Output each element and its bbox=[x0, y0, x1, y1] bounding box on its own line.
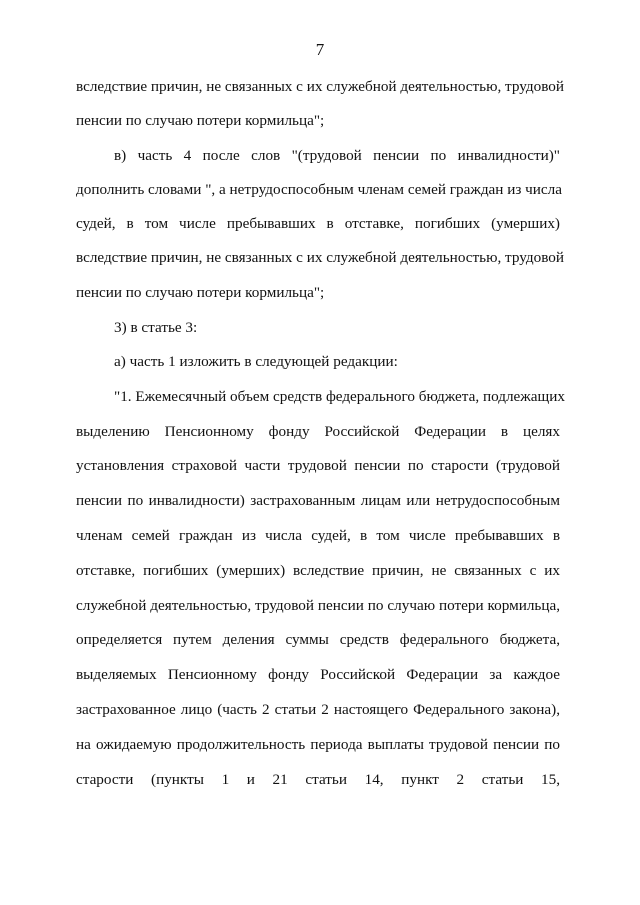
text-line: выделяемых Пенсионному фонду Российской Федерации за каждое bbox=[76, 666, 560, 683]
text-line: застрахованное лицо (часть 2 статьи 2 настоящего Федерального закона), bbox=[76, 701, 560, 718]
text-line: на ожидаемую продолжительность периода выплаты трудовой пенсии по bbox=[76, 736, 560, 753]
text-line: пенсии по случаю потери кормильца"; bbox=[76, 112, 325, 129]
text-line: пенсии по инвалидности) застрахованным лицам или нетрудоспособным bbox=[76, 492, 560, 509]
text-line: выделению Пенсионному фонду Российской Федерации в целях bbox=[76, 423, 560, 440]
text-line: служебной деятельностью, трудовой пенсии по случаю потери кормильца, bbox=[76, 597, 560, 614]
text-line: пенсии по случаю потери кормильца"; bbox=[76, 284, 325, 301]
text-line: "1. Ежемесячный объем средств федерального бюджета, подлежащих bbox=[114, 388, 565, 405]
text-line: определяется путем деления суммы средств федерального бюджета, bbox=[76, 631, 560, 648]
text-line: установления страховой части трудовой пенсии по старости (трудовой bbox=[76, 457, 560, 474]
text-line: отставке, погибших (умерших) вследствие причин, не связанных с их bbox=[76, 562, 560, 579]
page-number: 7 bbox=[315, 40, 325, 59]
text-line: старости (пункты 1 и 21 статьи 14, пункт 2 статьи 15, bbox=[76, 771, 560, 788]
text-line: а) часть 1 изложить в следующей редакции: bbox=[114, 353, 398, 370]
text-line: 3) в статье 3: bbox=[114, 319, 198, 336]
text-line: дополнить словами ", а нетрудоспособным членам семей граждан из числа bbox=[76, 181, 562, 198]
text-line: вследствие причин, не связанных с их служебной деятельностью, трудовой bbox=[76, 78, 564, 95]
text-line: вследствие причин, не связанных с их служебной деятельностью, трудовой bbox=[76, 249, 564, 266]
text-line: членам семей граждан из числа судей, в том числе пребывавших в bbox=[76, 527, 560, 544]
text-line: в) часть 4 после слов "(трудовой пенсии по инвалидности)" bbox=[114, 147, 560, 164]
text-line: судей, в том числе пребывавших в отставке, погибших (умерших) bbox=[76, 215, 560, 232]
